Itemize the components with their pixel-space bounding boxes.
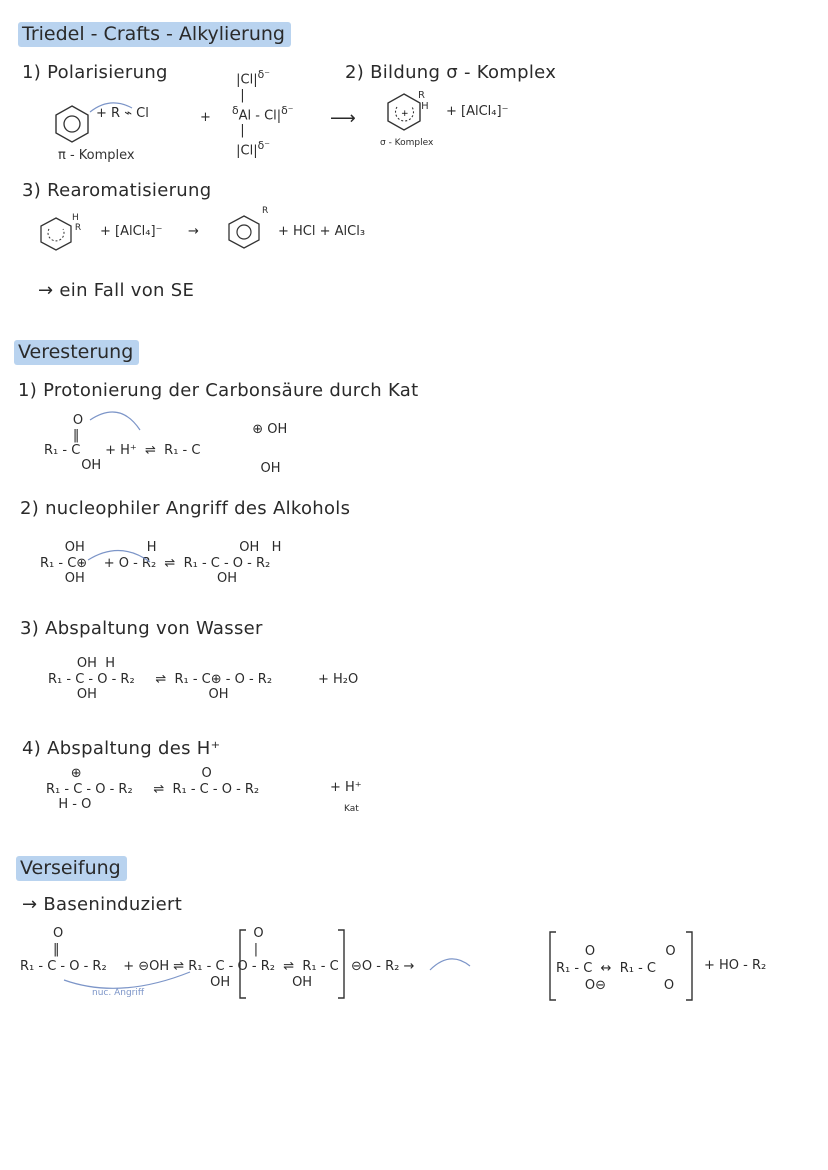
- plus-sign: +: [200, 110, 211, 125]
- alcl3-structure: $|Cl|^{\delta^-}$ | $^\delta Al - Cl|^{\delta^-}$ | $|Cl|^{\delta^-}$: [232, 68, 294, 159]
- step-rearomatisierung: 3) Rearomatisierung: [22, 180, 212, 201]
- forward-arrow-icon: →: [188, 224, 199, 239]
- alcohol-product: + HO - R₂: [704, 958, 767, 973]
- friedel-products: + HCl + AlCl₃: [278, 224, 366, 239]
- pi-komplex-label: π - Komplex: [58, 148, 135, 163]
- step-sigma-komplex: 2) Bildung σ - Komplex: [345, 62, 557, 83]
- r-cl-reagent: + R ⌁ Cl: [96, 106, 149, 121]
- section-title-veresterung: Veresterung: [14, 340, 139, 365]
- step-protonierung: 1) Protonierung der Carbonsäure durch Kat: [18, 380, 419, 401]
- nucleophilic-attack-equation: OH H OH H R₁ - C⊕ + O - R₂ ⇌ R₁ - C - O - R₂ OH OH: [40, 540, 282, 587]
- sigma-complex-substituents: R H: [418, 90, 429, 112]
- verseifung-subtitle: → Baseninduziert: [22, 894, 183, 915]
- nuc-angriff-label: nuc. Angriff: [92, 988, 145, 998]
- carbonsaeure-structure: O ‖ R₁ - C + H⁺ ⇌ R₁ - C OH: [44, 413, 201, 473]
- step-polarisierung: 1) Polarisierung: [22, 62, 168, 83]
- r-substituent: R: [262, 206, 269, 216]
- se-note: → ein Fall von SE: [38, 280, 195, 301]
- svg-text:+: +: [401, 109, 409, 119]
- kat-label: Kat: [344, 804, 359, 814]
- step-abspaltung-h: 4) Abspaltung des H⁺: [22, 738, 221, 759]
- alcl4-anion-2: + [AlCl₄]⁻: [100, 224, 163, 239]
- section-title-friedel-crafts: Triedel - Crafts - Alkylierung: [18, 22, 291, 47]
- h-r-substituents: H R: [72, 213, 82, 233]
- sigma-komplex-label: σ - Komplex: [380, 138, 434, 148]
- deprotonation-equation: ⊕ O R₁ - C - O - R₂ ⇌ R₁ - C - O - R₂ H - O: [46, 766, 260, 813]
- water-elimination-equation: OH H R₁ - C - O - R₂ ⇌ R₁ - C⊕ - O - R₂ OH OH: [48, 656, 281, 703]
- alcl4-anion: + [AlCl₄]⁻: [446, 104, 509, 119]
- reaction-arrow-icon: ⟶: [330, 108, 356, 129]
- step-abspaltung-wasser: 3) Abspaltung von Wasser: [20, 618, 263, 639]
- protonated-acid-groups: ⊕ OH OH: [244, 422, 288, 476]
- h-plus-product: + H⁺: [330, 780, 362, 795]
- saponification-equation: O O ‖ | R₁ - C - O - R₂ + ⊖OH ⇌ R₁ - C - O - R₂ ⇌ R₁ - C ⊖O - R₂ → OH OH: [20, 926, 415, 990]
- carboxylate-resonance: O O R₁ - C ↔ R₁ - C O⊖ O: [556, 944, 676, 993]
- section-title-verseifung: Verseifung: [16, 856, 127, 881]
- step-nucleophiler-angriff: 2) nucleophiler Angriff des Alkohols: [20, 498, 351, 519]
- water-product: + H₂O: [318, 672, 359, 687]
- alcl3-center: Al - Cl: [238, 107, 277, 123]
